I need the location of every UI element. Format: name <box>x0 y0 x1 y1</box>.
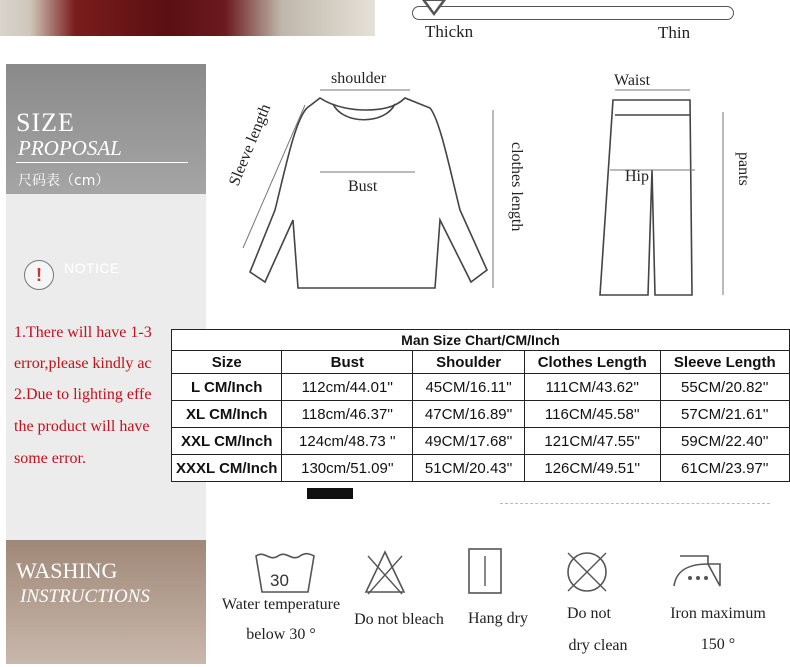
table-row <box>172 428 790 455</box>
waist-label: Waist <box>614 72 651 89</box>
iron-label: Iron maximum <box>670 605 766 622</box>
thick-label: Thickn <box>425 22 474 41</box>
table-cell: 51CM/20.43'' <box>413 455 525 482</box>
thickness-bar <box>412 6 734 20</box>
hip-label: Hip <box>625 168 649 185</box>
bust-label: Bust <box>348 178 378 195</box>
table-cell: 45CM/16.11'' <box>413 374 525 401</box>
notice-label: NOTICE <box>64 260 120 276</box>
washing-title: WASHING <box>16 558 118 583</box>
pants-outline <box>600 100 692 295</box>
washing-subtitle: INSTRUCTIONS <box>20 586 150 607</box>
table-cell: 49CM/17.68'' <box>413 428 525 455</box>
table-cell: XXXL CM/Inch <box>172 455 282 482</box>
notice-icon: ! <box>24 260 54 290</box>
shoulder-label: shoulder <box>331 70 387 87</box>
redaction-bar <box>307 488 353 499</box>
table-cell: 121CM/47.55'' <box>525 428 661 455</box>
notice-line: 2.Due to lighting effe <box>14 386 152 403</box>
column-header: Size <box>172 351 282 374</box>
no-bleach-label: Do not bleach <box>354 611 444 628</box>
table-cell: 118cm/46.37'' <box>282 401 413 428</box>
column-header: Sleeve Length <box>660 351 789 374</box>
size-chart-table <box>171 329 790 482</box>
wash-temp-value: 30 <box>270 571 289 590</box>
table-cell: 57CM/21.61'' <box>660 401 789 428</box>
table-cell: 124cm/48.73 '' <box>282 428 413 455</box>
table-cell: 126CM/49.51'' <box>525 455 661 482</box>
hang-dry-icon <box>466 546 504 596</box>
table-cell: L CM/Inch <box>172 374 282 401</box>
thin-label: Thin <box>658 23 691 42</box>
table-cell: 130cm/51.09'' <box>282 455 413 482</box>
notice-line: some error. <box>14 450 86 467</box>
sleeve-length-label: Sleeve length <box>226 101 275 189</box>
table-cell: 112cm/44.01'' <box>282 374 413 401</box>
proposal-title: PROPOSAL <box>18 136 122 160</box>
size-chart-caption: Man Size Chart/CM/Inch <box>172 330 790 351</box>
size-title: SIZE <box>16 108 75 137</box>
table-cell: 47CM/16.89'' <box>413 401 525 428</box>
no-dry-clean-label: Do not <box>567 605 611 622</box>
iron-icon <box>668 550 728 590</box>
divider <box>16 162 188 163</box>
column-header: Clothes Length <box>525 351 661 374</box>
no-dry-clean-icon <box>563 548 611 596</box>
product-photo-strip <box>0 0 375 36</box>
table-cell: 116CM/45.58'' <box>525 401 661 428</box>
no-bleach-icon <box>362 548 408 598</box>
pants-length-label: pants <box>735 152 752 186</box>
thickness-marker-inner <box>426 1 442 12</box>
table-cell: 61CM/23.97'' <box>660 455 789 482</box>
hang-dry-label: Hang dry <box>468 610 528 627</box>
table-cell: XXL CM/Inch <box>172 428 282 455</box>
clothes-length-label: clothes length <box>508 142 525 232</box>
table-cell: 111CM/43.62'' <box>525 374 661 401</box>
table-row <box>172 374 790 401</box>
iron-label-2: 150 ° <box>700 636 736 653</box>
no-dry-clean-label-2: dry clean <box>568 637 628 654</box>
size-table-cm-label: 尺码表（cm） <box>18 173 110 189</box>
table-cell: XL CM/Inch <box>172 401 282 428</box>
table-row <box>172 455 790 482</box>
notice-line: error,please kindly ac <box>14 355 152 372</box>
column-header: Shoulder <box>413 351 525 374</box>
table-cell: 59CM/22.40'' <box>660 428 789 455</box>
wash-temp-label: Water temperature <box>221 596 341 613</box>
dashed-divider <box>500 503 770 504</box>
notice-line: 1.There will have 1-3 <box>14 324 152 341</box>
wash-temp-label-2: below 30 ° <box>246 626 316 643</box>
column-header: Bust <box>282 351 413 374</box>
notice-line: the product will have <box>14 418 150 435</box>
table-cell: 55CM/20.82'' <box>660 374 789 401</box>
table-row <box>172 401 790 428</box>
wash-30-icon <box>250 548 320 598</box>
